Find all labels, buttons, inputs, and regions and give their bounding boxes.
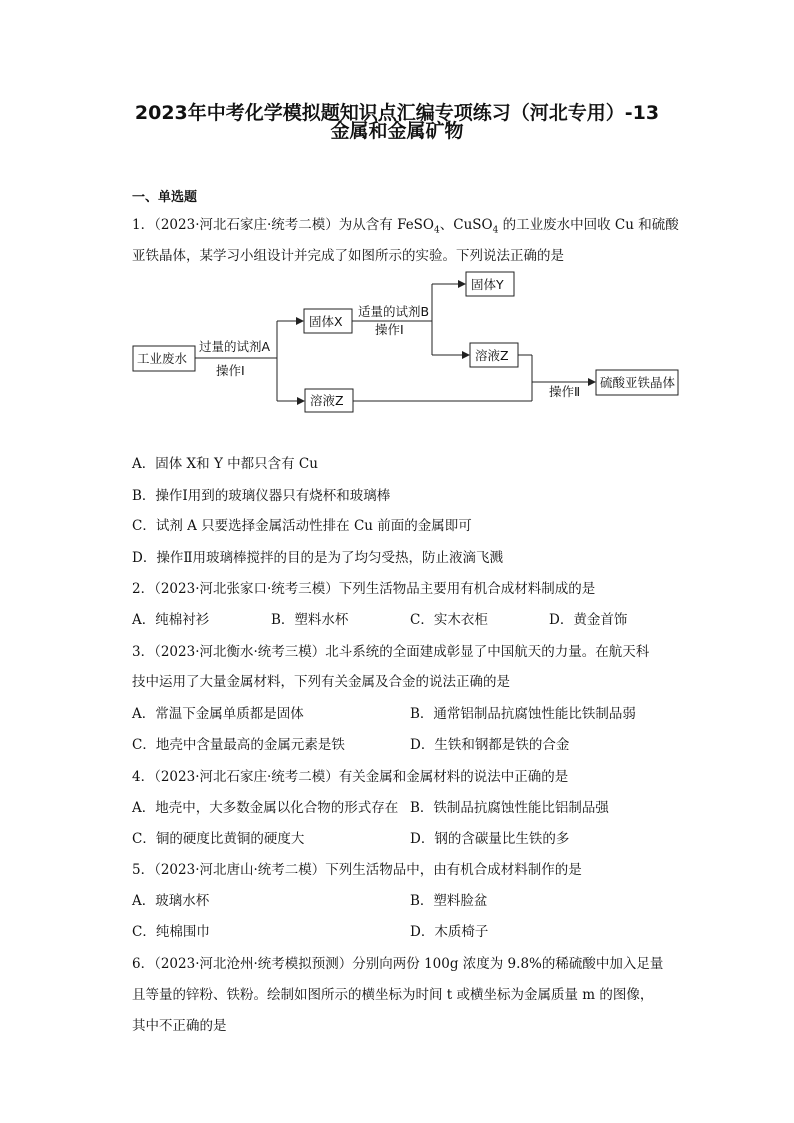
q3-stem-line2: 技中运用了大量金属材料，下列有关金属及合金的说法正确的是 <box>132 674 510 690</box>
q3-option-c: C．地壳中含量最高的金属元素是铁 <box>132 737 345 753</box>
q5-option-d: D．木质椅子 <box>410 924 489 940</box>
operation-1-label: 操作Ⅰ <box>216 363 245 378</box>
q1-option-c: C．试剂 A 只要选择金属活动性排在 Cu 前面的金属即可 <box>132 518 472 534</box>
solution-z-label-upper: 溶液Z <box>475 348 509 363</box>
q5-option-c: C．纯棉围巾 <box>132 924 210 940</box>
q3-option-d: D．生铁和钢都是铁的合金 <box>410 737 570 753</box>
q2-option-b: B．塑料水杯 <box>271 612 349 628</box>
q1-option-d: D．操作Ⅱ用玻璃棒搅拌的目的是为了均匀受热，防止液滴飞溅 <box>132 550 503 566</box>
q4-stem: 4．（2023·河北石家庄·统考二模）有关金属和金属材料的说法中正确的是 <box>132 769 569 785</box>
q1-stem-line1: 1．（2023·河北石家庄·统考二模）为从含有 FeSO$_4$、CuSO$_4$ 的工业废水中回收 Cu 和硫酸 <box>132 217 679 236</box>
solid-x-label: 固体X <box>309 314 343 329</box>
solution-z-label-lower: 溶液Z <box>310 393 344 408</box>
q1-option-b: B．操作Ⅰ用到的玻璃仪器只有烧杯和玻璃棒 <box>132 488 391 504</box>
q3-option-a: A．常温下金属单质都是固体 <box>132 706 304 722</box>
q2-option-a: A．纯棉衬衫 <box>132 612 210 628</box>
q5-option-b: B．塑料脸盆 <box>410 893 488 909</box>
reagent-b-label: 适量的试剂B <box>358 304 430 319</box>
q1-stem-line2: 亚铁晶体，某学习小组设计并完成了如图所示的实验。下列说法正确的是 <box>132 248 564 264</box>
q3-stem-line1: 3．（2023·河北衡水·统考三模）北斗系统的全面建成彰显了中国航天的力量。在航天科 <box>132 644 650 660</box>
waste-water-label: 工业废水 <box>137 351 188 366</box>
q4-option-a: A．地壳中，大多数金属以化合物的形式存在 <box>132 800 399 816</box>
q4-option-d: D．钢的含碳量比生铁的多 <box>410 831 570 847</box>
q2-stem: 2．（2023·河北张家口·统考三模）下列生活物品主要用有机合成材料制成的是 <box>132 581 596 597</box>
q5-option-a: A．玻璃水杯 <box>132 893 210 909</box>
q4-option-b: B．铁制品抗腐蚀性能比铝制品强 <box>410 800 609 816</box>
q1-flow-diagram <box>0 264 794 414</box>
page-title-line1: 2023年中考化学模拟题知识点汇编专项练习（河北专用）-13 <box>134 102 660 124</box>
q6-stem-line3: 其中不正确的是 <box>132 1018 227 1034</box>
q2-option-c: C．实木衣柜 <box>410 612 488 628</box>
q6-stem-line2: 且等量的锌粉、铁粉。绘制如图所示的横坐标为时间 t 或横坐标为金属质量 m 的图像， <box>132 987 654 1003</box>
ferrous-sulfate-crystal-label: 硫酸亚铁晶体 <box>600 375 676 390</box>
q6-stem-line1: 6．（2023·河北沧州·统考模拟预测）分别向两份 100g 浓度为 9.8%的稀硫酸中加入足量 <box>132 956 664 972</box>
q1-option-a: A．固体 X和 Y 中都只含有 Cu <box>132 456 318 472</box>
q5-stem: 5．（2023·河北唐山·统考二模）下列生活物品中，由有机合成材料制作的是 <box>132 862 582 878</box>
reagent-a-label: 过量的试剂A <box>199 339 271 354</box>
operation-2-label: 操作Ⅱ <box>549 384 581 399</box>
q4-option-c: C．铜的硬度比黄铜的硬度大 <box>132 831 305 847</box>
q3-option-b: B．通常铝制品抗腐蚀性能比铁制品弱 <box>410 706 636 722</box>
solid-y-label: 固体Y <box>471 277 504 292</box>
operation-1b-label: 操作Ⅰ <box>375 322 404 337</box>
q2-option-d: D．黄金首饰 <box>549 612 628 628</box>
page-title-line2: 金属和金属矿物 <box>330 120 464 142</box>
section-title: 一、单选题 <box>132 190 198 205</box>
